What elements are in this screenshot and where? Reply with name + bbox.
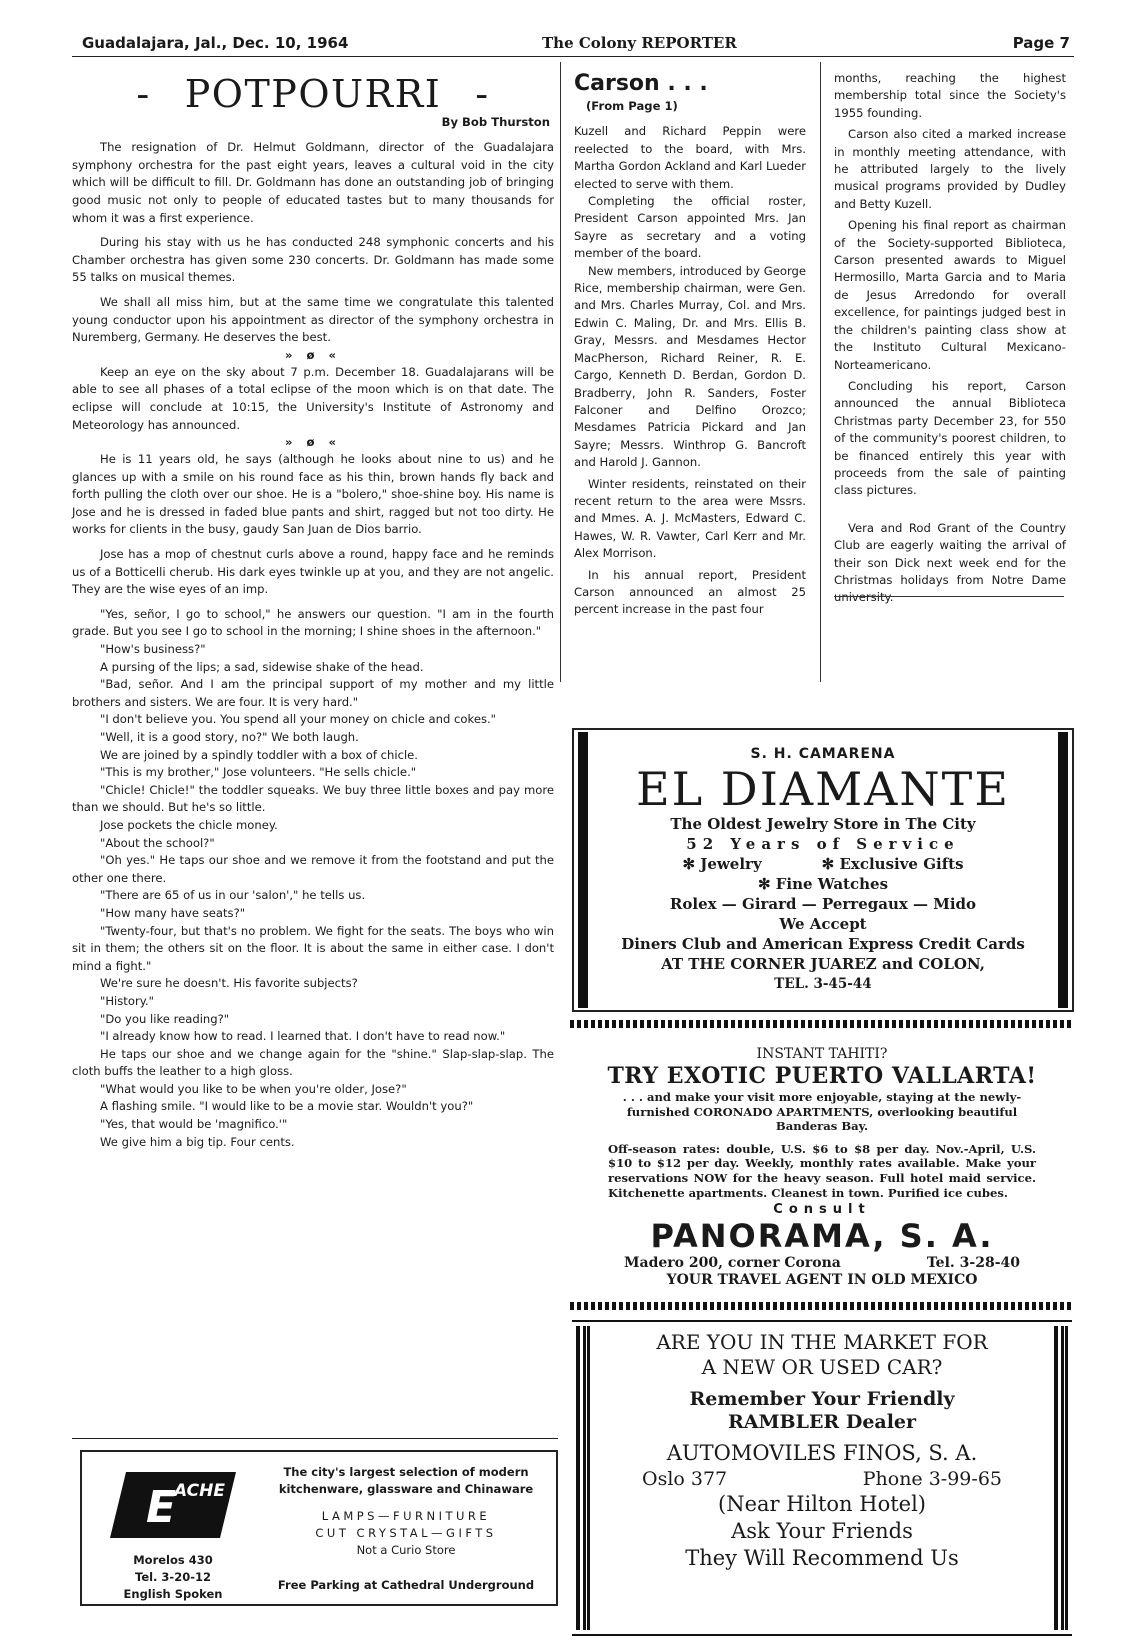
article-paragraph: "I already know how to read. I learned that. I don't have to read now." [100,1029,506,1044]
border-bar [578,732,588,1008]
pache-details [262,1464,550,1594]
article-paragraph: We're sure he doesn't. His favorite subjects? [100,976,358,991]
page-number: Page 7 [1012,34,1070,52]
paper-name: The Colony REPORTER [542,34,737,52]
article-paragraph: The resignation of Dr. Helmut Goldmann, director of the Guadalajara symphony orchestra for the past eight years, leaves a cultural void in the city which will be difficult to fill. Dr. Goldmann has done an outstanding job of bringing good music not only to people of educated tastes but to many thousands for whom it was a first experience. [72,140,554,225]
article-paragraph: Keep an eye on the sky about 7 p.m. December 18. Guadalajarans will be able to see all phases of a total eclipse of the moon which is on that date. The eclipse will conclude at 10:15, the University's Institute of Astronomy and Meteorology has announced. [72,364,554,432]
article-paragraph: He is 11 years old, he says (although he looks about nine to us) and he glances up with a smile on his round face as his thin, brown hands fly back and forth pulling the cloth over our shoe. He is a "bolero," shoe-shine boy. His name is Jose and he is dressed in faded blue pants and shirt, ragged but not too dirty. He works for clients in the busy, gaudy San Juan de Dios barrio. [72,452,554,537]
vallarta-kicker: INSTANT TAHITI? [756,1046,888,1062]
column-rule [560,62,561,682]
section-separator: » ø « [284,347,342,362]
ad-border [570,1020,1074,1028]
vallarta-rates: Off-season rates: double, U.S. $6 to $8 per day. Nov.-April, U.S. $10 to $12 per day. Weekly, monthly rates available. Make your reservations NOW for the heavy season. Full hotel maid service. Kitchenette apartments. Cleanest in town. Purified ice cubes. [608,1141,1036,1200]
article-paragraph: A flashing smile. "I would like to be a movie star. Wouldn't you?" [100,1099,474,1114]
article-paragraph: During his stay with us he has conducted 248 symphonic concerts and his Chamber orchestra has given some 230 concerts. Dr. Goldmann has made some 55 talks on musical themes. [72,235,554,285]
car-address-row [572,1467,1072,1491]
article-paragraph: "Twenty-four, but that's no problem. We fight for the seats. The boys who win sit in them; the others sit on the floor. It is about the same in either case. I don't mind a fight." [72,923,554,973]
article-paragraph: "There are 65 of us in our 'salon'," he tells us. [100,888,366,903]
column-rule [820,62,821,682]
article-paragraph: We are joined by a spindly toddler with a box of chicle. [100,747,418,762]
article-paragraph: "Oh yes." He taps our shoe and we remove it from the footstand and put the other one there. [72,853,554,885]
car-line-4: RAMBLER Dealer [727,1411,917,1433]
pache-selection: The city's largest selection of modern kitchenware, glassware and Chinaware [278,1465,534,1496]
vallarta-intro: . . . and make your visit more enjoyable, staying at the newly-furnished CORONADO APARTMENTS, overlooking beautiful Banderas Bay. [622,1090,1022,1134]
article-paragraph: Jose pockets the chicle money. [100,817,278,832]
diamante-goods: ✻ Jewelry ✻ Exclusive Gifts [682,855,964,873]
article-paragraph: "Do you like reading?" [100,1011,230,1026]
article-paragraph: months, reaching the highest membership total since the Society's 1955 founding. [834,71,1066,120]
diamante-location: AT THE CORNER JUAREZ and COLON, [661,955,985,973]
vallarta-tel: Tel. 3-28-40 [926,1255,1020,1272]
section-separator: » ø « [284,435,342,450]
article-paragraph: "Bad, señor. And I am the principal support of my mother and my little brothers and sisters. We are four. It is very hard." [72,677,554,709]
article-paragraph: "How's business?" [100,642,206,657]
article-paragraph: Concluding his report, Carson announced the annual Biblioteca Christmas party December 23, for 550 of the community's poorest children, to be financed entirely this year with proceeds from the sale of painting class pictures. [834,378,1066,498]
article-paragraph: Completing the official roster, President Carson appointed Mrs. Jan Sayre as secretary and a voting member of the board. [574,194,806,261]
column-divider [72,1438,558,1439]
article-paragraph: "What would you like to be when you're older, Jose?" [100,1081,407,1096]
vallarta-agent: YOUR TRAVEL AGENT IN OLD MEXICO [666,1272,978,1289]
article-paragraph: Winter residents, reinstated on their recent return to the area were Mssrs. and Mmes. A. J. McMasters, Edward C. Hawes, W. R. Vawter, Carl Kerr and Mr. Alex Morrison. [574,476,806,561]
car-ask: Ask Your Friends [731,1519,913,1543]
vallarta-address: Madero 200, corner Corona [624,1255,841,1272]
car-line-1: ARE YOU IN THE MARKET FOR [656,1330,988,1354]
carson-headline: Carson . . . [574,71,708,96]
pache-lamps: LAMPS—FURNITURE [321,1509,491,1523]
pache-curio: Not a Curio Store [356,1543,456,1557]
border-bar [576,1326,590,1630]
car-street: Oslo 377 [642,1468,728,1490]
article-paragraph: "Well, it is a good story, no?" We both laugh. [100,730,359,744]
pache-ad [80,1450,558,1606]
diamante-accept: We Accept [779,915,867,933]
article-paragraph: Jose has a mop of chestnut curls above a round, happy face and he reminds us of a Botticelli cherub. His dark eyes twinkle up at you, and they are not angelic. They are the wise eyes of an imp. [72,547,554,597]
car-phone: Phone 3-99-65 [862,1468,1002,1490]
article-paragraph: "This is my brother," Jose volunteers. "He sells chicle." [100,765,417,780]
vallarta-address-row [572,1255,1072,1271]
rambler-ad [572,1320,1072,1636]
masthead [72,32,1074,57]
dateline: Guadalajara, Jal., Dec. 10, 1964 [82,34,349,52]
vallarta-company: PANORAMA, S. A. [650,1217,994,1256]
article-paragraph: Kuzell and Richard Peppin were reelected to the board, with Mrs. Martha Gordon Ackland and Karl Lueder elected to serve with them. [574,124,806,191]
car-near: (Near Hilton Hotel) [718,1492,926,1516]
pache-crystal: CUT CRYSTAL—GIFTS [315,1526,497,1540]
article-paragraph: "History." [100,993,154,1008]
article-paragraph: A pursing of the lips; a sad, sidewise shake of the head. [100,659,424,674]
potpourri-column [72,72,554,1151]
diamante-brands: Rolex — Girard — Perregaux — Mido [669,895,977,913]
article-paragraph: Carson also cited a marked increase in monthly meeting attendance, with he attributed largely to the lively musical programs provided by Dudley and Betty Kuzell. [834,127,1066,211]
diamante-owner: S. H. CAMARENA [750,746,896,762]
article-paragraph: In his annual report, President Carson announced an almost 25 percent increase in the past four [574,567,806,617]
article-paragraph: We shall all miss him, but at the same time we congratulate this talented young conductor upon his appointment as director of the symphony orchestra in Nuremberg, Germany. He deserves the best. [72,294,554,345]
border-bar [1054,1326,1068,1630]
car-line-2: A NEW OR USED CAR? [701,1355,943,1379]
carson-column-1 [574,70,806,619]
pache-address: Morelos 430 Tel. 3-20-12 English Spoken [123,1553,223,1601]
carson-continued: (From Page 1) [586,99,678,113]
article-paragraph: "Yes, that would be 'magnifico.'" [100,1117,288,1132]
diamante-years: 52 Years of Service [686,835,960,853]
vallarta-headline: TRY EXOTIC PUERTO VALLARTA! [607,1063,1037,1089]
puerto-vallarta-ad [572,1032,1072,1308]
article-paragraph: New members, introduced by George Rice, membership chairman, were Gen. and Mrs. Charles Murray, Col. and Mrs. Edwin C. Maling, Dr. and Mrs. Ellis B. Gray, Messrs. and Mesdames Hector MacPherson, Richard Reiner, R. E. Cargo, Kenneth D. Berdan, Gordon D. Bradberry, John R. Sanders, Foster Falconer and Delfino Orozco; Mesdames Patricia Pickard and Jan Sayre; Messrs. Winthrop G. Bancroft and Harold J. Gannon. [574,263,806,470]
vallarta-consult: Consult [773,1202,871,1218]
pache-logo [108,1466,238,1544]
car-line-3: Remember Your Friendly [689,1388,955,1410]
diamante-tagline: The Oldest Jewelry Store in The City [670,815,976,833]
article-paragraph: "Chicle! Chicle!" the toddler squeaks. We buy three little boxes and pay more than we should. But he's so little. [72,782,554,815]
diamante-name: EL DIAMANTE [636,762,1010,816]
column-divider [834,596,1064,597]
diamante-tel: TEL. 3-45-44 [774,976,872,992]
article-paragraph: We give him a big tip. Four cents. [100,1134,295,1149]
potpourri-headline: - POTPOURRI - [136,72,490,116]
article-paragraph: "Yes, señor, I go to school," he answers our question. "I am in the fourth grade. But you see I go to school in the morning; I shine shoes in the afternoon." [72,606,554,639]
pache-parking: Free Parking at Cathedral Underground [277,1578,535,1592]
article-paragraph: He taps our shoe and we change again for the "shine." Slap-slap-slap. The cloth buffs the leather to a high gloss. [72,1046,554,1079]
article-paragraph: "How many have seats?" [100,905,246,920]
carson-column-2 [834,70,1066,607]
car-dealer: AUTOMOVILES FINOS, S. A. [666,1441,978,1465]
diamante-cards: Diners Club and American Express Credit Cards [621,935,1025,953]
grant-note: Vera and Rod Grant of the Country Club are eagerly waiting the arrival of their son Dick next week end for the Christmas holidays from Notre Dame university. [834,520,1066,605]
el-diamante-ad [572,728,1074,1012]
byline: By Bob Thurston [441,114,550,129]
border-bar [1058,732,1068,1008]
article-paragraph: Opening his final report as chairman of the Society-supported Biblioteca, Carson presented awards to Miguel Hermosillo, Marta Garcia and to Maria de Jesus Arredondo for overall excellence, for paintings judged best in the children's painting class show at the Instituto Cultural Mexicano-Norteamericano. [834,218,1066,372]
diamante-goods-2: ✻ Fine Watches [757,875,889,893]
pache-logo-letter: E [146,1482,177,1533]
article-paragraph: "About the school?" [100,835,215,850]
article-paragraph: "I don't believe you. You spend all your money on chicle and cokes." [100,712,497,727]
car-recommend: They Will Recommend Us [685,1546,959,1570]
pache-logo-text: ACHE [174,1481,225,1501]
